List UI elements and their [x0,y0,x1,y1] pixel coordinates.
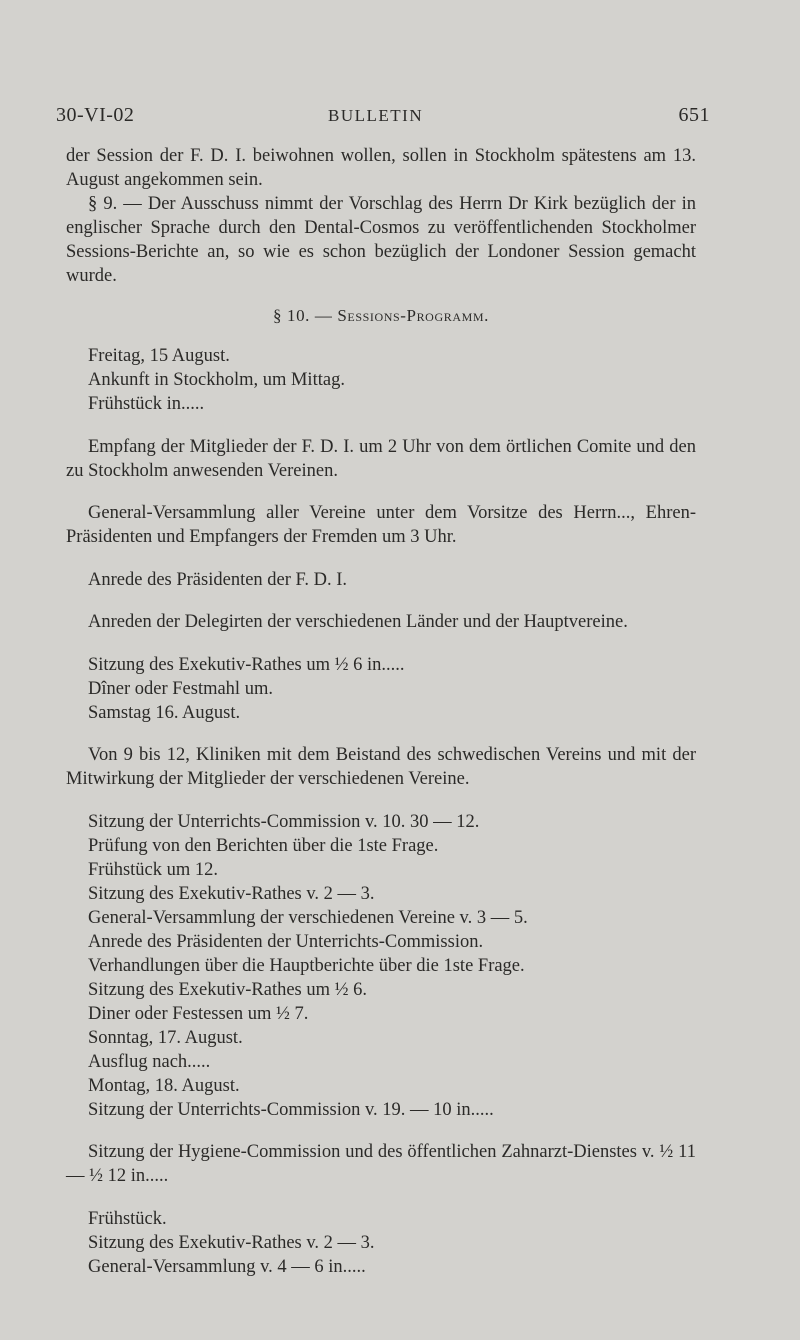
program-item: Sitzung der Unterrichts-Commission v. 19. — 10 in..... [88,1099,494,1120]
program-item: General-Versammlung der verschiedenen Vereine v. 3 — 5. [88,907,528,928]
program-item: Ausflug nach..... [88,1051,211,1072]
program-item: Ankunft in Stockholm, um Mittag. [88,370,345,390]
program-item: Anrede des Präsidenten der Unterrichts-Commission. [88,931,484,952]
paragraph: der Session der F. D. I. beiwohnen wollen, sollen in Stockholm spätestens am 13. August angekommen sein. [66,146,696,190]
program-item: Sitzung der Unterrichts-Commission v. 10. 30 — 12. [88,811,480,832]
section-heading [66,304,696,328]
program-item: Frühstück in..... [88,394,205,414]
program-item: Anreden der Delegirten der verschiedenen Länder und der Hauptvereine. [88,612,628,632]
program-item: Freitag, 15 August. [88,346,230,366]
program-item: Anrede des Präsidenten der F. D. I. [88,569,347,590]
program-item: Sitzung des Exekutiv-Rathes v. 2 — 3. [88,883,375,904]
program-item: Dîner oder Festmahl um. [88,678,273,699]
program-item: General-Versammlung aller Vereine unter dem Vorsitze des Herrn..., Ehren-Präsidenten und Empfangers der Fremden um 3 Uhr. [66,503,696,547]
program-item: Diner oder Festessen um ½ 7. [88,1003,309,1024]
program-list [66,344,696,1279]
program-item: Sitzung des Exekutiv-Rathes um ½ 6. [88,979,368,1000]
running-header [56,104,710,134]
program-item: Sonntag, 17. August. [88,1027,243,1048]
section-number: § 10. — [273,306,338,325]
program-item: Sitzung des Exekutiv-Rathes v. 2 — 3. [88,1232,375,1253]
program-item: General-Versammlung v. 4 — 6 in..... [88,1256,366,1277]
program-item: Von 9 bis 12, Kliniken mit dem Beistand des schwedischen Vereins und mit der Mitwirkung der Mitglieder der verschiedenen Vereine. [66,745,696,789]
program-item: Verhandlungen über die Hauptberichte über die 1ste Frage. [88,955,525,976]
program-item: Frühstück um 12. [88,859,219,880]
paragraph: § 9. — Der Ausschuss nimmt der Vorschlag des Herrn Dr Kirk bezüglich der in englischer Sprache durch den Dental-Cosmos zu veröffentlichenden Stockholmer Sessions-Berichte an, so wie es schon bezüglich der Londoner Session gemacht wurde. [66,194,696,286]
page-number: 651 [678,104,710,126]
page-body [66,144,696,1279]
program-item: Frühstück. [88,1208,167,1229]
program-item: Samstag 16. August. [88,702,241,723]
program-item: Prüfung von den Berichten über die 1ste Frage. [88,835,439,856]
program-item: Sitzung der Hygiene-Commission und des öffentlichen Zahnarzt-Dienstes v. ½ 11 — ½ 12 in..... [66,1142,696,1186]
program-item: Sitzung des Exekutiv-Rathes um ½ 6 in..... [88,654,405,675]
header-date: 30-VI-02 [56,104,135,126]
program-item: Montag, 18. August. [88,1075,240,1096]
section-title: Sessions-Programm. [337,306,489,325]
program-item: Empfang der Mitglieder der F. D. I. um 2 Uhr von dem örtlichen Comite und den zu Stockholm anwesenden Vereinen. [66,436,696,481]
header-title: BULLETIN [328,106,424,125]
